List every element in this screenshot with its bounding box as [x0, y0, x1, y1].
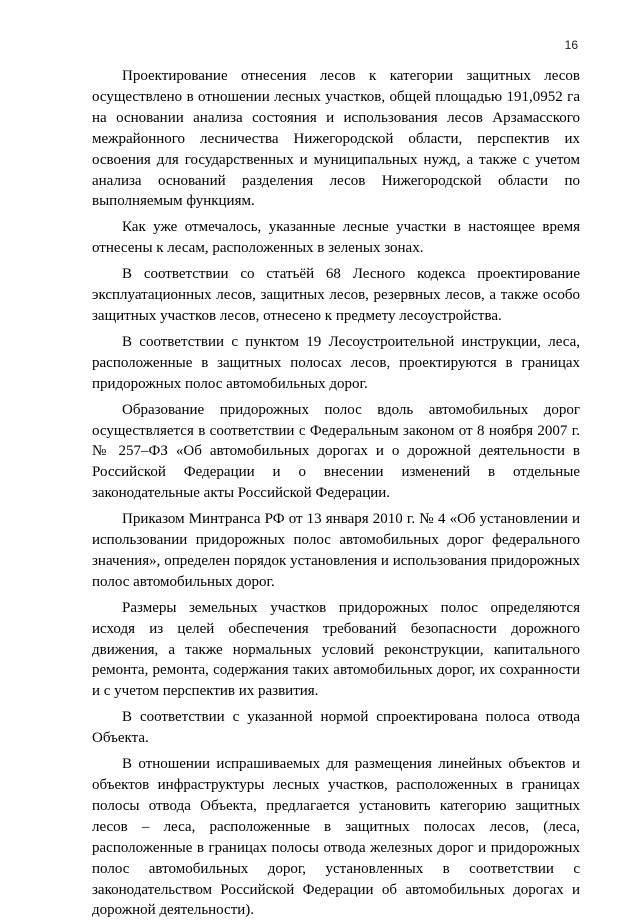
paragraph: Образование придорожных полос вдоль автомобильных дорог осуществляется в соответствии с Федеральным законом от 8 ноября 2007 г. № 257–ФЗ «Об автомобильных дорогах и о дорожной деятельности в Российской Федерации и о внесении изменений в отдельные законодательные акты Российской Федерации.	[92, 401, 580, 502]
paragraph: Как уже отмечалось, указанные лесные участки в настоящее время отнесены к лесам, расположенных в зеленых зонах.	[92, 219, 580, 257]
paragraph: Приказом Минтранса РФ от 13 января 2010 г. № 4 «Об установлении и использовании придорожных полос автомобильных дорог федерального значения», определен порядок установления и использования придорожных полос автомобильных дорог.	[92, 511, 580, 590]
paragraph: В соответствии со статьёй 68 Лесного кодекса проектирование эксплуатационных лесов, защитных лесов, резервных лесов, а также особо защитных участков лесов, отнесено к предмету лесоустройства.	[92, 266, 580, 324]
paragraph: В отношении испрашиваемых для размещения линейных объектов и объектов инфраструктуры лесных участков, расположенных в границах полосы отвода Объекта, предлагается установить категорию защитных лесов – леса, расположенные в защитных полосах лесов, (леса, расположенные в границах полосы отвода железных дорог и придорожных полос автомобильных дорог, установленных в соответствии с законодательством Российской Федерации об автомобильных дорогах и дорожной деятельности).	[92, 756, 580, 919]
paragraph: В соответствии с пунктом 19 Лесоустроительной инструкции, леса, расположенные в защитных полосах лесов, проектируются в границах придорожных полос автомобильных дорог.	[92, 333, 580, 392]
page-number: 16	[564, 38, 578, 52]
paragraph: Размеры земельных участков придорожных полос определяются исходя из целей обеспечения требований безопасности дорожного движения, а также нормальных условий реконструкции, капитального ремонта, ремонта, содержания таких автомобильных дорог, их сохранности и с учетом перспектив их развития.	[92, 599, 580, 700]
paragraph: В соответствии с указанной нормой спроектирована полоса отвода Объекта.	[92, 709, 580, 747]
paragraph: Проектирование отнесения лесов к категории защитных лесов осуществлено в отношении лесных участков, общей площадью 191,0952 га на основании анализа состояния и использования лесов Арзамасского межрайонного лесничества Нижегородской области, перспектив их освоения для государственных и муниципальных нужд, а также с учетом анализа оснований разделения лесов Нижегородской области по выполняемым функциям.	[92, 68, 580, 210]
document-body	[92, 66, 580, 921]
